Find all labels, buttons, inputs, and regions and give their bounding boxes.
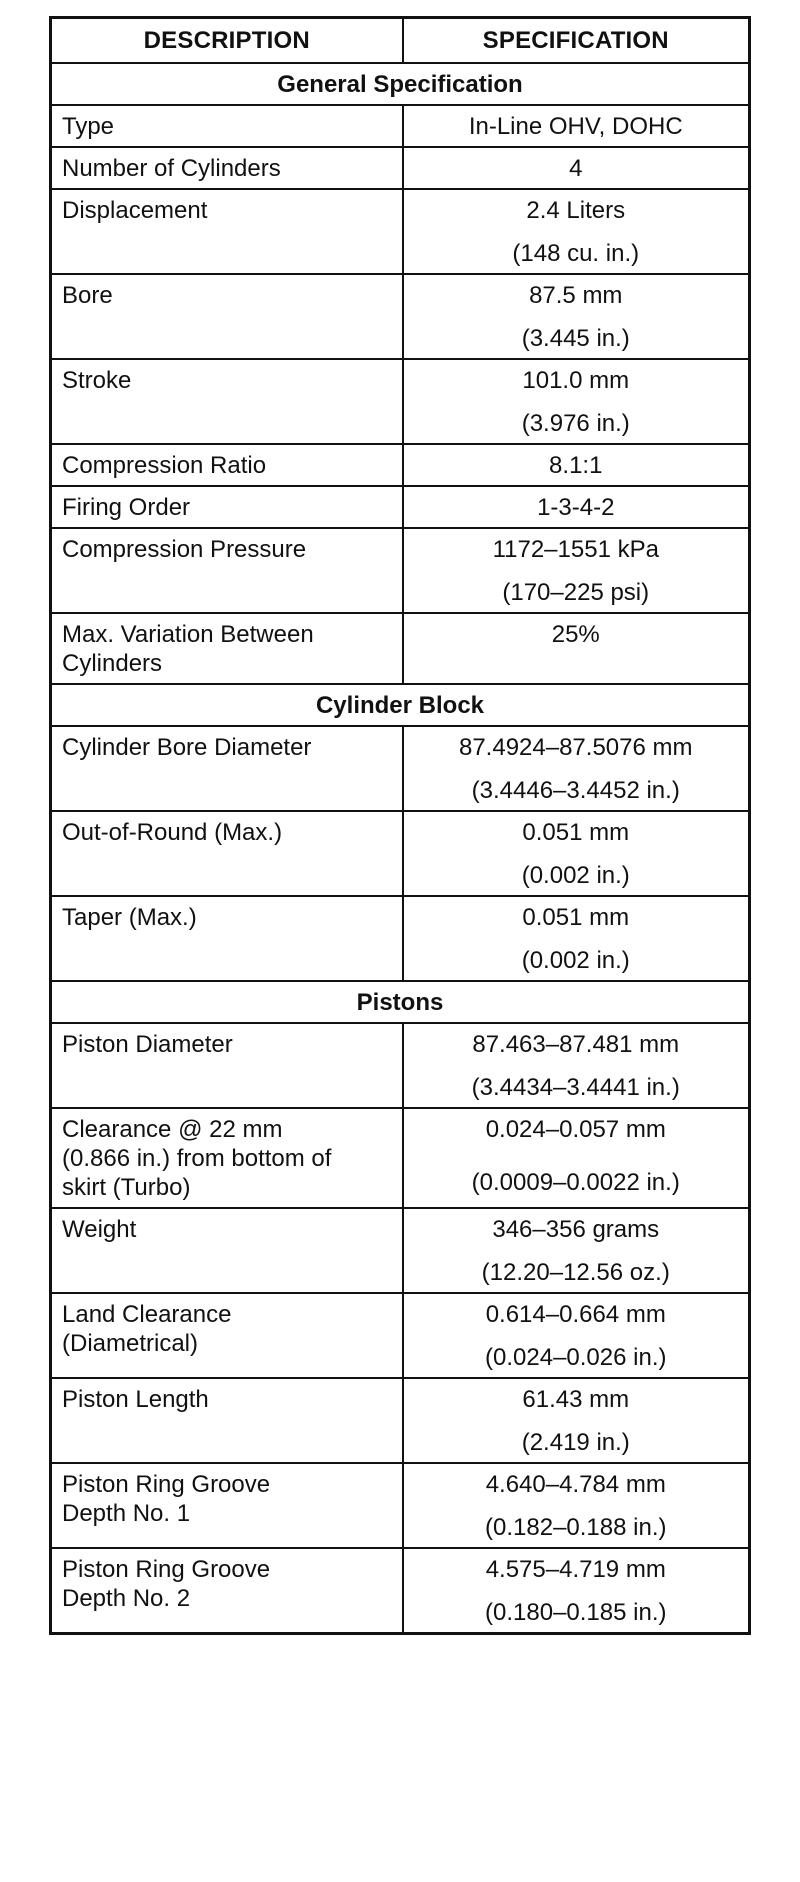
spec-table bbox=[49, 16, 751, 1635]
row-specification: 87.4924–87.5076 mm (3.4446–3.4452 in.) bbox=[403, 726, 750, 811]
table-row bbox=[51, 613, 750, 684]
row-specification: 4.640–4.784 mm (0.182–0.188 in.) bbox=[403, 1463, 750, 1548]
row-specification: 0.051 mm (0.002 in.) bbox=[403, 811, 750, 896]
table-row bbox=[51, 896, 750, 981]
section-header-cylinder-block bbox=[51, 684, 750, 726]
row-description: Land Clearance (Diametrical) bbox=[51, 1293, 403, 1378]
section-title: General Specification bbox=[51, 63, 750, 105]
row-description: Stroke bbox=[51, 359, 403, 444]
row-description: Cylinder Bore Diameter bbox=[51, 726, 403, 811]
row-specification: 4 bbox=[403, 147, 750, 189]
row-description: Max. Variation Between Cylinders bbox=[51, 613, 403, 684]
row-description: Taper (Max.) bbox=[51, 896, 403, 981]
table-row bbox=[51, 726, 750, 811]
row-specification: 0.614–0.664 mm (0.024–0.026 in.) bbox=[403, 1293, 750, 1378]
header-row bbox=[51, 18, 750, 64]
row-specification: 87.5 mm (3.445 in.) bbox=[403, 274, 750, 359]
row-description: Out-of-Round (Max.) bbox=[51, 811, 403, 896]
table-row bbox=[51, 1108, 750, 1208]
section-title: Cylinder Block bbox=[51, 684, 750, 726]
row-description: Bore bbox=[51, 274, 403, 359]
section-header-general bbox=[51, 63, 750, 105]
table-row bbox=[51, 274, 750, 359]
row-specification: 8.1:1 bbox=[403, 444, 750, 486]
row-specification: 101.0 mm (3.976 in.) bbox=[403, 359, 750, 444]
row-description: Weight bbox=[51, 1208, 403, 1293]
row-specification: 1172–1551 kPa (170–225 psi) bbox=[403, 528, 750, 613]
row-specification: 2.4 Liters (148 cu. in.) bbox=[403, 189, 750, 274]
header-description: DESCRIPTION bbox=[51, 18, 403, 64]
table-row bbox=[51, 811, 750, 896]
table-row bbox=[51, 1548, 750, 1634]
row-description: Piston Diameter bbox=[51, 1023, 403, 1108]
row-specification: 25% bbox=[403, 613, 750, 684]
row-description: Clearance @ 22 mm (0.866 in.) from bottom of skirt (Turbo) bbox=[51, 1108, 403, 1208]
row-specification: 0.024–0.057 mm (0.0009–0.0022 in.) bbox=[403, 1108, 750, 1208]
table-row bbox=[51, 1208, 750, 1293]
table-row bbox=[51, 528, 750, 613]
row-specification: In-Line OHV, DOHC bbox=[403, 105, 750, 147]
section-title: Pistons bbox=[51, 981, 750, 1023]
table-row bbox=[51, 1463, 750, 1548]
table-row bbox=[51, 486, 750, 528]
table-row bbox=[51, 105, 750, 147]
row-specification: 1-3-4-2 bbox=[403, 486, 750, 528]
table-row bbox=[51, 147, 750, 189]
row-description: Type bbox=[51, 105, 403, 147]
row-description: Compression Ratio bbox=[51, 444, 403, 486]
row-specification: 87.463–87.481 mm (3.4434–3.4441 in.) bbox=[403, 1023, 750, 1108]
header-specification: SPECIFICATION bbox=[403, 18, 750, 64]
table-row bbox=[51, 1023, 750, 1108]
row-specification: 346–356 grams (12.20–12.56 oz.) bbox=[403, 1208, 750, 1293]
table-row bbox=[51, 189, 750, 274]
table-row bbox=[51, 1378, 750, 1463]
row-specification: 4.575–4.719 mm (0.180–0.185 in.) bbox=[403, 1548, 750, 1634]
row-description: Number of Cylinders bbox=[51, 147, 403, 189]
row-description: Compression Pressure bbox=[51, 528, 403, 613]
row-description: Piston Ring Groove Depth No. 2 bbox=[51, 1548, 403, 1634]
row-description: Piston Length bbox=[51, 1378, 403, 1463]
table-row bbox=[51, 444, 750, 486]
row-description: Displacement bbox=[51, 189, 403, 274]
row-specification: 61.43 mm (2.419 in.) bbox=[403, 1378, 750, 1463]
row-specification: 0.051 mm (0.002 in.) bbox=[403, 896, 750, 981]
row-description: Piston Ring Groove Depth No. 1 bbox=[51, 1463, 403, 1548]
row-description: Firing Order bbox=[51, 486, 403, 528]
table-row bbox=[51, 1293, 750, 1378]
section-header-pistons bbox=[51, 981, 750, 1023]
table-row bbox=[51, 359, 750, 444]
